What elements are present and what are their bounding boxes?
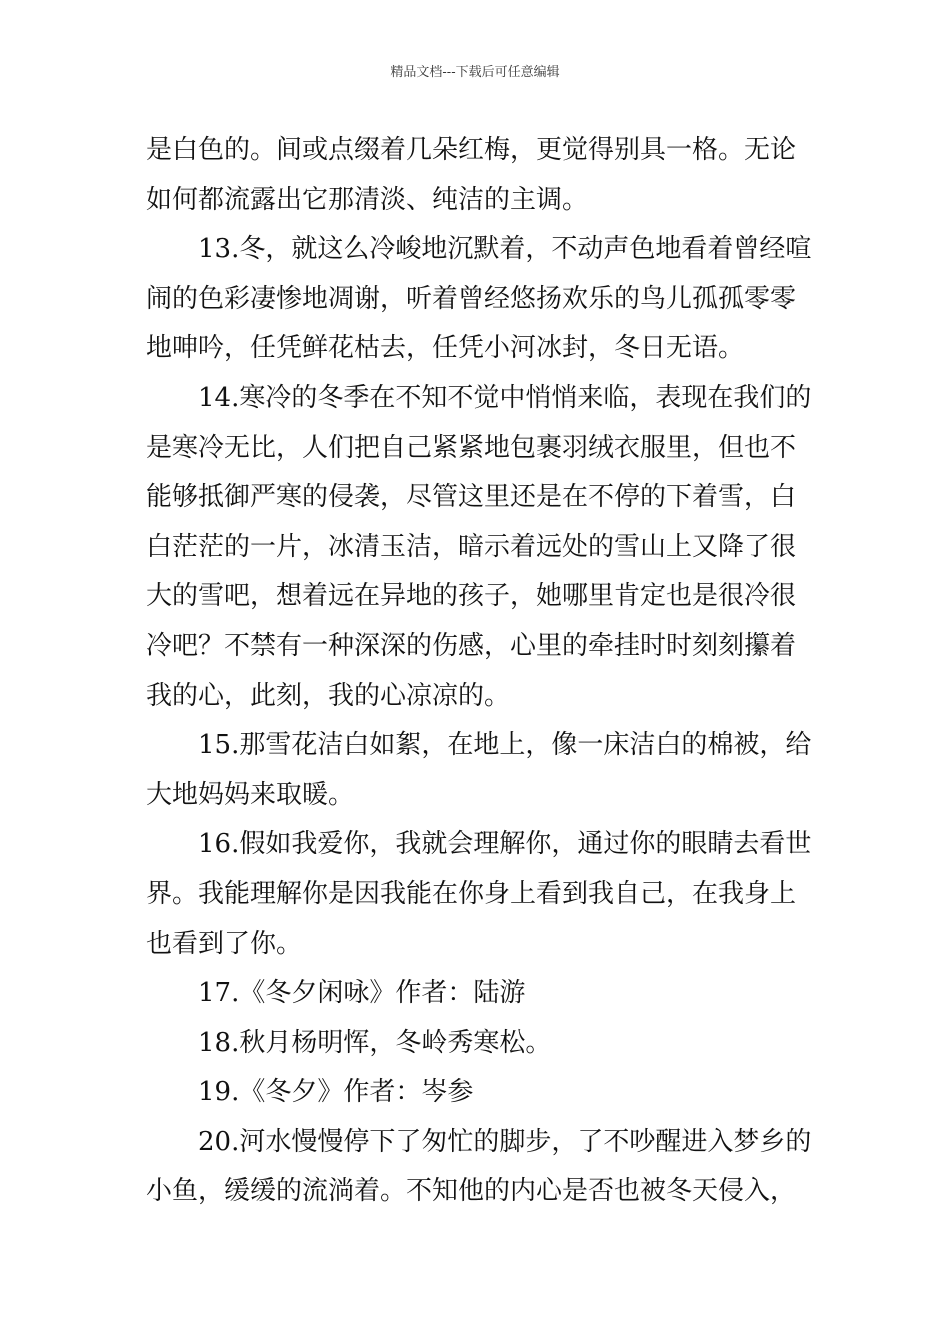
text-line: 大地妈妈来取暖。 [146, 779, 355, 810]
document-body [146, 126, 812, 1217]
text-line: 小鱼，缓缓的流淌着。不知他的内心是否也被冬天侵入， [146, 1176, 797, 1207]
text-line: 14.寒冷的冬季在不知不觉中悄悄来临，表现在我们的 [198, 382, 812, 413]
text-line: 界。我能理解你是因我能在你身上看到我自己，在我身上 [146, 878, 797, 909]
page-header: 精品文档---下载后可任意编辑 [390, 65, 560, 80]
text-line: 20.河水慢慢停下了匆忙的脚步，了不吵醒进入梦乡的 [198, 1126, 812, 1157]
text-line: 地呻吟，任凭鲜花枯去，任凭小河冰封，冬日无语。 [146, 333, 745, 364]
text-line: 18.秋月杨明恽，冬岭秀寒松。 [198, 1027, 552, 1058]
text-line: 是白色的。间或点缀着几朵红梅，更觉得别具一格。无论 [146, 135, 797, 165]
text-line: 是寒冷无比，人们把自己紧紧地包裹羽绒衣服里，但也不 [146, 432, 797, 463]
text-line: 15.那雪花洁白如絮，在地上，像一床洁白的棉被，给 [198, 730, 812, 761]
text-line: 冷吧？不禁有一种深深的伤感，心里的牵挂时时刻刻攥着 [146, 630, 797, 661]
text-line: 也看到了你。 [146, 928, 303, 959]
text-line: 闹的色彩凄惨地凋谢，听着曾经悠扬欢乐的鸟儿孤孤零零 [146, 283, 797, 314]
text-line: 13.冬，就这么冷峻地沉默着，不动声色地看着曾经喧 [198, 234, 812, 265]
text-line: 白茫茫的一片，冰清玉洁，暗示着远处的雪山上又降了很 [146, 531, 797, 562]
text-line: 17.《冬夕闲咏》作者：陆游 [198, 978, 526, 1009]
text-line: 我的心，此刻，我的心凉凉的。 [146, 680, 511, 711]
text-line: 能够抵御严寒的侵袭，尽管这里还是在不停的下着雪，白 [146, 482, 797, 513]
text-line: 16.假如我爱你，我就会理解你，通过你的眼睛去看世 [198, 829, 812, 860]
text-line: 大的雪吧，想着远在异地的孩子，她哪里肯定也是很冷很 [146, 581, 797, 612]
text-line: 如何都流露出它那清淡、纯洁的主调。 [146, 184, 589, 215]
text-line: 19.《冬夕》作者：岑参 [198, 1077, 474, 1108]
